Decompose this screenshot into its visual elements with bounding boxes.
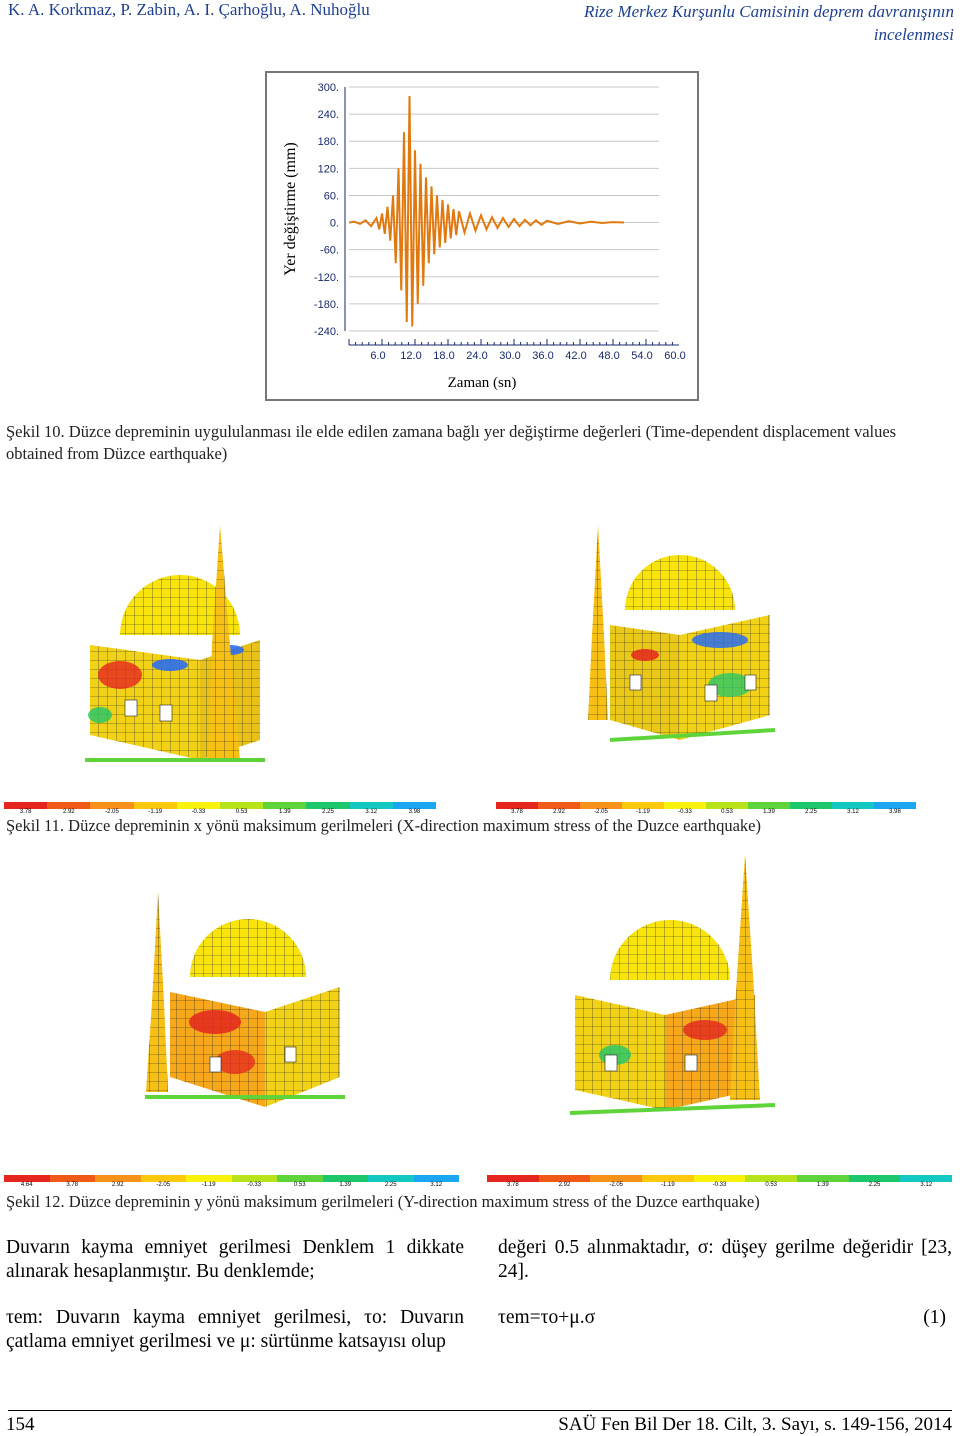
y-tick-label: -120. xyxy=(313,271,339,284)
color-scale-label: 3.78 xyxy=(19,809,32,815)
color-scale-bar xyxy=(496,802,916,809)
color-scale-swatch xyxy=(900,1175,952,1182)
mosque-model-render xyxy=(570,525,780,750)
color-scale-label: -0.33 xyxy=(247,1182,262,1188)
color-scale-swatch xyxy=(368,1175,414,1182)
color-scale-swatch xyxy=(849,1175,901,1182)
color-scale-swatch xyxy=(748,802,790,809)
color-scale-swatch xyxy=(323,1175,369,1182)
figure-11-caption: Şekil 11. Düzce depreminin x yönü maksimum gerilmeleri (X-direction maximum stress of the Duzce earthquake) xyxy=(6,816,761,835)
color-scale-label: 2.25 xyxy=(805,809,817,815)
color-scale-label: -2.05 xyxy=(594,809,608,815)
color-scale-label: 0.53 xyxy=(765,1182,778,1188)
color-scale-swatch xyxy=(95,1175,141,1182)
color-scale-swatch xyxy=(50,1175,96,1182)
color-scale-swatch xyxy=(580,802,622,809)
color-scale-label: 3.12 xyxy=(430,1182,443,1188)
color-scale-label: 4.64 xyxy=(20,1182,33,1188)
color-scale-swatch xyxy=(642,1175,694,1182)
y-tick-label: 0. xyxy=(329,217,339,230)
color-scale-label: 1.39 xyxy=(339,1182,352,1188)
color-scale-label: 1.39 xyxy=(278,809,291,815)
x-tick-label: 60.0 xyxy=(664,350,686,362)
color-scale-label: -1.19 xyxy=(636,809,650,815)
color-scale-label: 3.98 xyxy=(889,809,901,815)
x-tick-label: 42.0 xyxy=(565,350,587,362)
x-axis-label: Zaman (sn) xyxy=(447,375,517,391)
figure-12-scale-left xyxy=(4,1175,459,1188)
color-scale-swatch xyxy=(177,802,220,809)
y-tick-label: 240. xyxy=(317,109,339,122)
x-tick-label: 54.0 xyxy=(631,350,653,362)
color-scale-swatch xyxy=(539,1175,591,1182)
x-tick-label: 12.0 xyxy=(400,350,422,362)
y-tick-label: -240. xyxy=(313,326,339,338)
color-scale-swatch xyxy=(90,802,133,809)
color-scale-label: 2.25 xyxy=(868,1182,881,1188)
figure-11-model-left xyxy=(80,525,290,785)
color-scale-label: 2.25 xyxy=(322,809,334,815)
color-scale-label: 3.12 xyxy=(920,1182,933,1188)
figure-10-caption: Şekil 10. Düzce depreminin uygululanması ile elde edilen zamana bağlı yer değiştirme değerleri (Time-dependent displacement values obtained from Düzce earthquake) xyxy=(6,422,897,463)
color-scale-swatch xyxy=(134,802,177,809)
color-scale-swatch xyxy=(47,802,90,809)
running-header-authors: K. A. Korkmaz, P. Zabin, A. I. Çarhoğlu, A. Nuhoğlu xyxy=(8,0,370,19)
color-scale-swatch xyxy=(590,1175,642,1182)
mosque-model-render xyxy=(140,892,350,1117)
figure-12-scale-right xyxy=(487,1175,952,1188)
body-right-paragraph-1: değeri 0.5 alınmaktadır, σ: düşey gerilme değeridir [23, 24]. xyxy=(498,1237,952,1282)
color-scale-labels xyxy=(4,1182,459,1188)
color-scale-swatch xyxy=(664,802,706,809)
color-scale-label: -2.05 xyxy=(105,809,119,815)
color-scale-swatch xyxy=(487,1175,539,1182)
color-scale-swatch xyxy=(393,802,436,809)
color-scale-swatch xyxy=(4,1175,50,1182)
color-scale-swatch xyxy=(706,802,748,809)
color-scale-label: 0.53 xyxy=(721,809,733,815)
color-scale-label: -2.05 xyxy=(609,1182,624,1188)
color-scale-bar xyxy=(4,1175,459,1182)
equation-number: (1) xyxy=(923,1307,946,1328)
x-tick-label: 6.0 xyxy=(370,350,386,362)
x-tick-label: 24.0 xyxy=(466,350,488,362)
figure-12-caption: Şekil 12. Düzce depreminin y yönü maksimum gerilmeleri (Y-direction maximum stress of the Duzce earthquake) xyxy=(6,1192,760,1211)
journal-citation: SAÜ Fen Bil Der 18. Cilt, 3. Sayı, s. 149-156, 2014 xyxy=(558,1414,952,1435)
displacement-time-chart xyxy=(267,73,697,399)
y-tick-label: 180. xyxy=(317,136,339,149)
x-tick-label: 36.0 xyxy=(532,350,554,362)
equation: τem=τo+μ.σ xyxy=(498,1307,596,1328)
color-scale-label: 1.39 xyxy=(763,809,775,815)
figure-11-model-right xyxy=(570,525,780,750)
y-tick-label: 300. xyxy=(317,82,339,94)
color-scale-swatch xyxy=(496,802,538,809)
figure-10-chart xyxy=(265,71,699,401)
color-scale-label: 3.98 xyxy=(408,809,421,815)
color-scale-label: -2.05 xyxy=(156,1182,171,1188)
color-scale-label: -1.19 xyxy=(201,1182,216,1188)
color-scale-swatch xyxy=(306,802,349,809)
color-scale-label: 0.53 xyxy=(293,1182,306,1188)
displacement-series-line xyxy=(349,96,624,326)
color-scale-swatch xyxy=(141,1175,187,1182)
mosque-model-render xyxy=(565,855,785,1125)
color-scale-label: 3.12 xyxy=(365,809,378,815)
y-axis-label: Yer değiştirme (mm) xyxy=(282,142,299,276)
color-scale-swatch xyxy=(538,802,580,809)
color-scale-swatch xyxy=(622,802,664,809)
color-scale-swatch xyxy=(220,802,263,809)
running-header-title: Rize Merkez Kurşunlu Camisinin deprem davranışının incelenmesi xyxy=(583,2,954,44)
color-scale-label: -1.19 xyxy=(661,1182,675,1188)
figure-12-model-right xyxy=(565,855,785,1125)
color-scale-label: 3.78 xyxy=(506,1182,519,1188)
body-left-paragraph-1: Duvarın kayma emniyet gerilmesi Denklem 1 dikkate alınarak hesaplanmıştır. Bu denklemde; xyxy=(6,1237,464,1282)
color-scale-label: 3.78 xyxy=(511,809,523,815)
color-scale-swatch xyxy=(186,1175,232,1182)
color-scale-bar xyxy=(4,802,436,809)
color-scale-swatch xyxy=(277,1175,323,1182)
color-scale-swatch xyxy=(694,1175,746,1182)
color-scale-label: -0.33 xyxy=(712,1182,727,1188)
color-scale-label: 3.78 xyxy=(66,1182,79,1188)
color-scale-swatch xyxy=(232,1175,278,1182)
color-scale-label: 2.92 xyxy=(62,809,75,815)
equation-row xyxy=(498,1306,952,1330)
color-scale-swatch xyxy=(263,802,306,809)
body-left-paragraph-2: τem: Duvarın kayma emniyet gerilmesi, τo: Duvarın çatlama emniyet gerilmesi ve μ: sürtünme katsayısı olup xyxy=(6,1307,464,1352)
x-tick-label: 48.0 xyxy=(598,350,620,362)
mosque-model-render xyxy=(80,525,290,785)
color-scale-label: 0.53 xyxy=(235,809,248,815)
color-scale-swatch xyxy=(414,1175,460,1182)
y-tick-label: 60. xyxy=(323,190,339,203)
color-scale-labels xyxy=(487,1182,952,1188)
color-scale-label: -0.33 xyxy=(678,809,692,815)
color-scale-label: 1.39 xyxy=(817,1182,829,1188)
color-scale-swatch xyxy=(832,802,874,809)
color-scale-bar xyxy=(487,1175,952,1182)
page-number: 154 xyxy=(6,1414,35,1435)
color-scale-swatch xyxy=(745,1175,797,1182)
y-tick-label: -180. xyxy=(313,298,339,311)
figure-11-scale-left xyxy=(4,802,436,815)
color-scale-label: 2.25 xyxy=(384,1182,397,1188)
color-scale-label: -1.19 xyxy=(148,809,163,815)
color-scale-label: -0.33 xyxy=(191,809,206,815)
color-scale-swatch xyxy=(797,1175,849,1182)
color-scale-label: 2.92 xyxy=(111,1182,124,1188)
x-tick-label: 30.0 xyxy=(499,350,521,362)
y-tick-label: 120. xyxy=(317,163,339,176)
color-scale-label: 3.12 xyxy=(847,809,859,815)
color-scale-swatch xyxy=(4,802,47,809)
footer-rule xyxy=(8,1410,952,1411)
color-scale-swatch xyxy=(790,802,832,809)
color-scale-swatch xyxy=(350,802,393,809)
x-tick-label: 18.0 xyxy=(433,350,455,362)
figure-12-model-left xyxy=(140,892,350,1117)
y-tick-label: -60. xyxy=(320,244,339,257)
color-scale-label: 2.92 xyxy=(558,1182,571,1188)
figure-11-scale-right xyxy=(496,802,916,815)
color-scale-swatch xyxy=(874,802,916,809)
color-scale-label: 2.92 xyxy=(553,809,565,815)
